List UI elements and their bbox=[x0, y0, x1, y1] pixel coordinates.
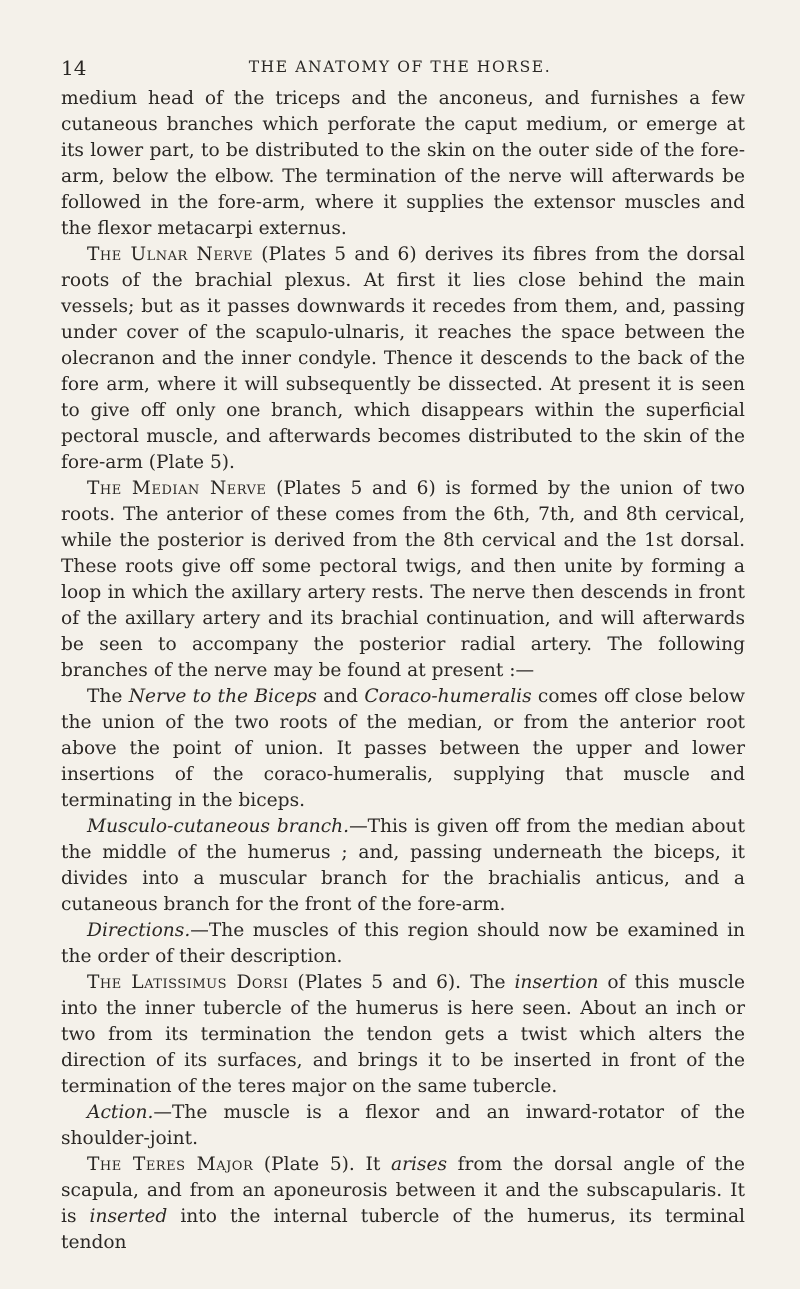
paragraph-text: medium head of the triceps and the anconeus, and furnishes a few cutaneous branches which perforate the caput medium, or emerge at its lower part, to be distributed to the skin on the outer side of the fore-arm, below the elbow. The termination of the nerve will afterwards be followed in the fore-arm, where it supplies the extensor muscles and the flexor metacarpi externus. bbox=[61, 88, 745, 239]
paragraph-ulnar-nerve bbox=[61, 242, 745, 476]
paragraph-text: —This is given off from the median about the middle of the humerus ; and, passing underneath the biceps, it divides into a muscular branch for the brachialis anticus, and a cutaneous branch for the front of the fore-arm. bbox=[61, 816, 746, 915]
paragraph-median-nerve bbox=[61, 476, 745, 684]
paragraph-text: —The muscles of this region should now be examined in the order of their description. bbox=[61, 920, 745, 967]
italic-term: Directions. bbox=[87, 920, 191, 941]
paragraph-text: (Plates 5 and 6) is formed by the union of two roots. The anterior of these comes from the 6th, 7th, and 8th cervical, while the posterior is derived from the 8th cervical and the 1st dorsal. These roots give off some pectoral twigs, and then unite by forming a loop in which the axillary artery rests. The nerve then descends in front of the axillary artery and its brachial continuation, and will afterwards be seen to accompany the posterior radial artery. The following branches of the nerve may be found at present :— bbox=[61, 478, 745, 681]
paragraph-text: and bbox=[316, 686, 365, 707]
paragraph-text: from the dorsal angle of the scapula, and from an aponeurosis between it and the subscapularis. It is bbox=[61, 1154, 746, 1227]
paragraph bbox=[61, 86, 745, 242]
section-heading-teres-major: The Teres Major bbox=[87, 1154, 254, 1175]
paragraph-latissimus-dorsi bbox=[61, 970, 745, 1100]
paragraph-text: —The muscle is a flexor and an inward-rotator of the shoulder-joint. bbox=[61, 1102, 745, 1149]
paragraph-text: into the internal tubercle of the humerus, its terminal tendon bbox=[61, 1206, 745, 1253]
italic-term: inserted bbox=[89, 1206, 168, 1227]
paragraph-text: (Plates 5 and 6). The bbox=[288, 972, 515, 993]
paragraph-directions bbox=[61, 918, 745, 970]
paragraph-teres-major bbox=[61, 1152, 745, 1256]
paragraph-text: (Plate 5). It bbox=[253, 1154, 391, 1175]
paragraph-text: of this muscle into the inner tubercle of the humerus is here seen. About an inch or two from its termination the tendon gets a twist which alters the direction of its surfaces, and brings it to be inserted in front of the termination of the teres major on the same tubercle. bbox=[61, 972, 745, 1097]
paragraph-text: comes off close below the union of the two roots of the median, or from the anterior root above the point of union. It passes between the upper and lower insertions of the coraco-humeralis, supplying that muscle and terminating in the biceps. bbox=[61, 686, 745, 811]
paragraph-action bbox=[61, 1100, 745, 1152]
paragraph-text: The bbox=[87, 686, 129, 707]
italic-term: Nerve to the Biceps bbox=[128, 686, 317, 707]
italic-term: insertion bbox=[514, 972, 599, 993]
section-heading-ulnar-nerve: The Ulnar Nerve bbox=[87, 244, 254, 265]
section-heading-median-nerve: The Median Nerve bbox=[87, 478, 267, 499]
paragraph-nerve-to-biceps bbox=[61, 684, 745, 814]
body-text bbox=[61, 86, 745, 1256]
paragraph-musculo-cutaneous bbox=[61, 814, 745, 918]
italic-term: Action. bbox=[87, 1102, 154, 1123]
italic-term: arises bbox=[390, 1154, 447, 1175]
paragraph-text: (Plates 5 and 6) derives its fibres from the dorsal roots of the brachial plexus. At first it lies close behind the main vessels; but as it passes downwards it recedes from them, and, passing under cover of the scapulo-ulnaris, it reaches the space between the olecranon and the inner condyle. Thence it descends to the back of the fore arm, where it will subsequently be dissected. At present it is seen to give off only one branch, which disappears within the superficial pectoral muscle, and afterwards becomes distributed to the skin of the fore-arm (Plate 5). bbox=[61, 244, 745, 473]
page-number: 14 bbox=[61, 56, 87, 80]
italic-term: Musculo-cutaneous branch. bbox=[87, 816, 350, 837]
running-title: THE ANATOMY OF THE HORSE. bbox=[248, 58, 552, 76]
italic-term: Coraco-humeralis bbox=[364, 686, 532, 707]
section-heading-latissimus-dorsi: The Latissimus Dorsi bbox=[87, 972, 289, 993]
